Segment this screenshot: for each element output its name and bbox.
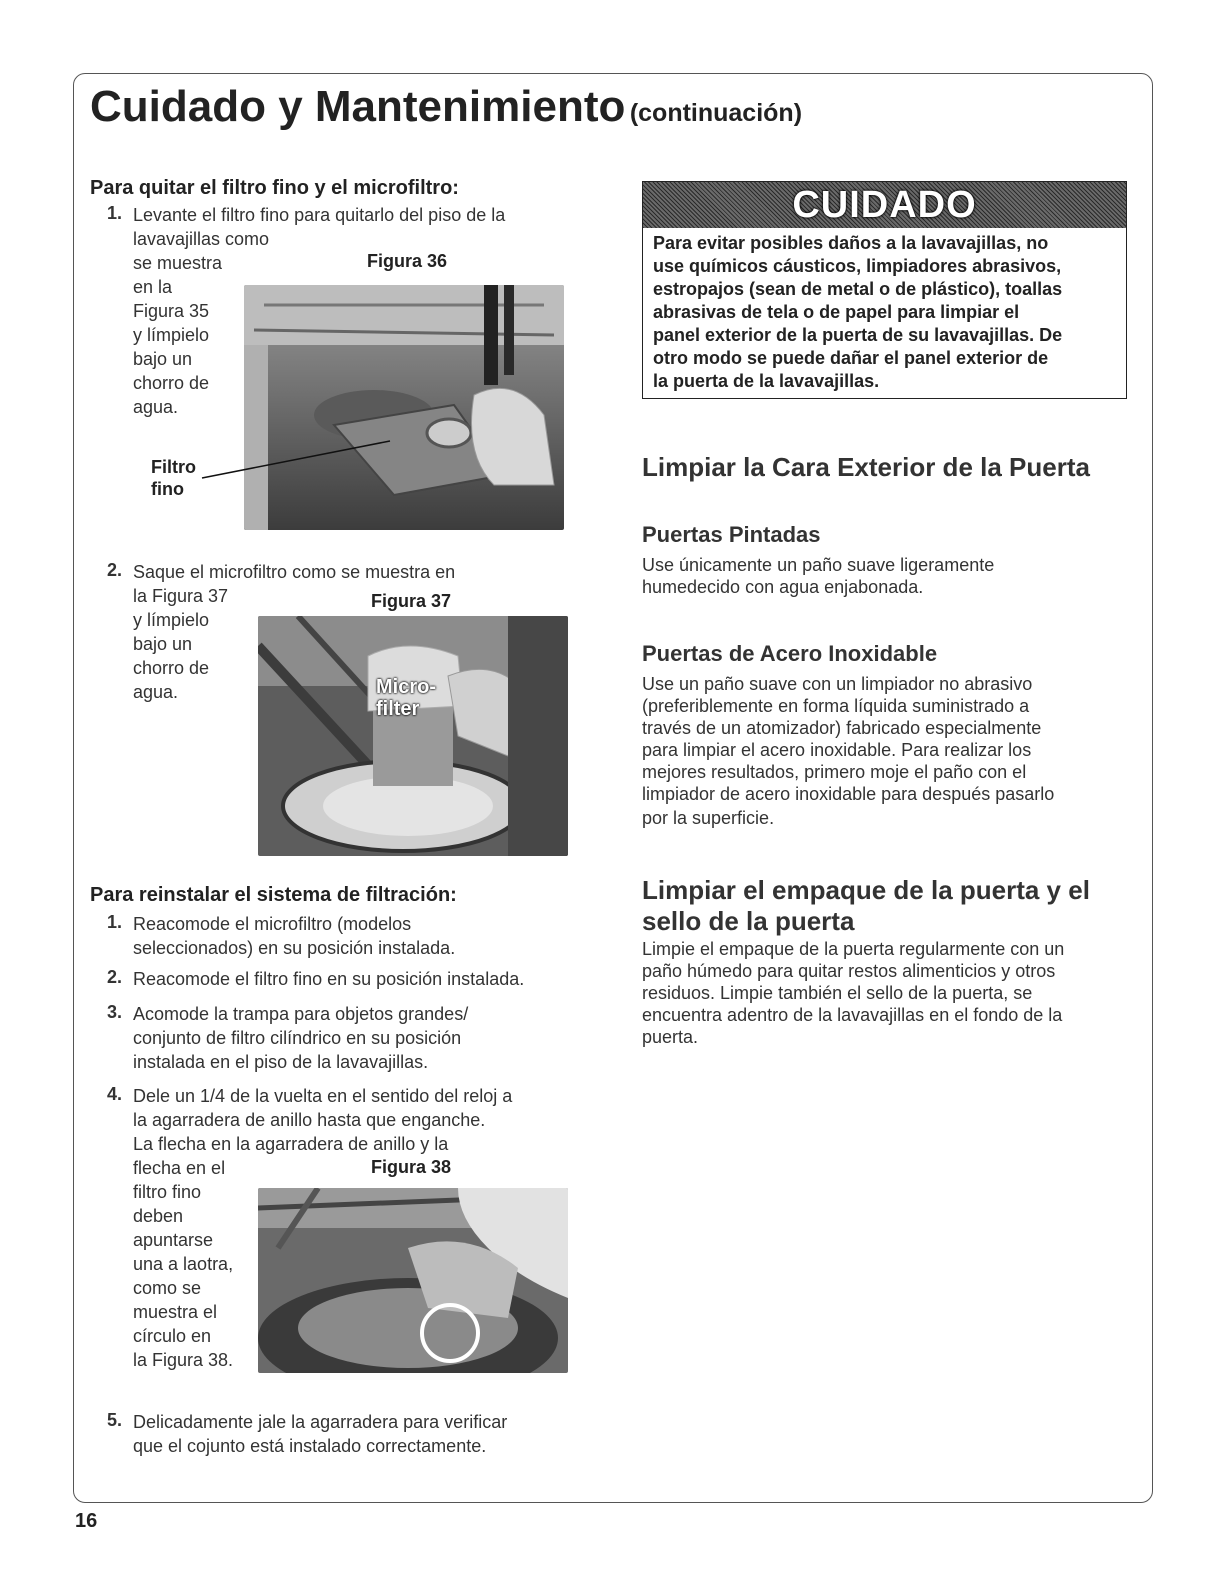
reinstall-step-line: Reacomode el microfiltro (modelos: [133, 914, 412, 934]
callout-leader-line: [200, 435, 400, 485]
callout-line: fino: [151, 479, 184, 499]
step1-line: agua.: [133, 397, 179, 417]
reinstall-step-line: círculo en: [133, 1326, 212, 1346]
reinstall-step-line: La flecha en la agarradera de anillo y la: [133, 1134, 449, 1154]
painted-line: Use únicamente un paño suave ligeramente: [642, 555, 995, 575]
reinstall-step-line: Delicadamente jale la agarradera para verificar: [133, 1412, 508, 1432]
reinstall-step-line: instalada en el piso de la lavavajillas.: [133, 1052, 429, 1072]
reinstall-step-line: apuntarse: [133, 1230, 214, 1250]
remove-heading: Para quitar el filtro fino y el microfiltro:: [90, 177, 459, 199]
caution-line: abrasivas de tela o de papel para limpiar el: [653, 302, 1020, 322]
callout-line: Filtro: [151, 457, 196, 477]
step1-line: en la: [133, 277, 173, 297]
reinstall-step-line: deben: [133, 1206, 184, 1226]
caution-line: use químicos cáusticos, limpiadores abrasivos,: [653, 256, 1062, 276]
reinstall-step-number: 1.: [107, 912, 123, 932]
callout-line: filter: [376, 698, 420, 720]
reinstall-step-number: 2.: [107, 967, 123, 987]
reinstall-step-line: una a laotra,: [133, 1254, 234, 1274]
title-continued: (continuación): [629, 99, 803, 127]
step1-line: se muestra: [133, 253, 223, 273]
filtro-fino-callout: [151, 456, 196, 500]
step1-line: Levante el filtro fino para quitarlo del piso de la: [133, 205, 506, 225]
gasket-line: Limpie el empaque de la puerta regularmente con un: [642, 939, 1065, 959]
caution-title: CUIDADO: [792, 184, 977, 226]
step2-line: agua.: [133, 682, 179, 702]
figure-37-photo: [258, 616, 568, 856]
stainless-line: través de un atomizador) fabricado especialmente: [642, 718, 1042, 738]
caution-header: [643, 182, 1126, 228]
step1-line: Figura 35: [133, 301, 210, 321]
reinstall-step-line: como se: [133, 1278, 202, 1298]
reinstall-heading: Para reinstalar el sistema de filtración:: [90, 884, 457, 906]
reinstall-step-line: Acomode la trampa para objetos grandes/: [133, 1004, 469, 1024]
caution-line: Para evitar posibles daños a la lavavajillas, no: [653, 233, 1049, 253]
step2-line: Saque el microfiltro como se muestra en: [133, 562, 456, 582]
reinstall-step-line: seleccionados) en su posición instalada.: [133, 938, 456, 958]
painted-heading: Puertas Pintadas: [642, 522, 821, 547]
step1-line: lavavajillas como: [133, 229, 270, 249]
figure-37-label: Figura 37: [371, 591, 452, 611]
reinstall-step-number: 3.: [107, 1002, 123, 1022]
reinstall-step-line: Dele un 1/4 de la vuelta en el sentido del reloj a: [133, 1086, 513, 1106]
stainless-heading: Puertas de Acero Inoxidable: [642, 641, 938, 666]
reinstall-step-line: flecha en el: [133, 1158, 226, 1178]
step1-line: chorro de: [133, 373, 210, 393]
page-number: 16: [75, 1510, 98, 1532]
reinstall-step-line: muestra el: [133, 1302, 218, 1322]
gasket-line: paño húmedo para quitar restos alimenticios y otros: [642, 961, 1056, 981]
reinstall-step-line: Reacomode el filtro fino en su posición instalada.: [133, 969, 525, 989]
caution-line: panel exterior de la puerta de su lavavajillas. De: [653, 325, 1063, 345]
figure-38-label: Figura 38: [371, 1157, 452, 1177]
reinstall-step-line: filtro fino: [133, 1182, 202, 1202]
stainless-line: para limpiar el acero inoxidable. Para realizar los: [642, 740, 1032, 760]
figure-38-photo: [258, 1188, 568, 1373]
reinstall-step-line: la Figura 38.: [133, 1350, 234, 1370]
step2-line: y límpielo: [133, 610, 210, 630]
caution-line: la puerta de la lavavajillas.: [653, 371, 880, 391]
stainless-line: por la superficie.: [642, 808, 775, 828]
gasket-line: puerta.: [642, 1027, 699, 1047]
step1-line: bajo un: [133, 349, 193, 369]
micro-filter-callout: [376, 676, 436, 720]
step2-line: la Figura 37: [133, 586, 229, 606]
reinstall-step-line: conjunto de filtro cilíndrico en su posición: [133, 1028, 462, 1048]
figure-36-photo: [244, 285, 564, 530]
caution-box: [642, 181, 1127, 399]
callout-line: Micro-: [376, 676, 436, 698]
stainless-line: mejores resultados, primero moje el paño con el: [642, 762, 1027, 782]
reinstall-step-line: la agarradera de anillo hasta que enganche.: [133, 1110, 486, 1130]
caution-line: otro modo se puede dañar el panel exterior de: [653, 348, 1049, 368]
caution-line: estropajos (sean de metal o de plástico), toallas: [653, 279, 1063, 299]
step1-number: 1.: [107, 203, 123, 223]
stainless-line: (preferiblemente en forma líquida suministrado a: [642, 696, 1030, 716]
step2-number: 2.: [107, 560, 123, 580]
painted-line: humedecido con agua enjabonada.: [642, 577, 924, 597]
caution-text: [653, 232, 1118, 393]
step1-line: y límpielo: [133, 325, 210, 345]
gasket-heading-line: sello de la puerta: [642, 906, 855, 936]
gasket-heading-line: Limpiar el empaque de la puerta y el: [642, 875, 1090, 905]
step2-line: chorro de: [133, 658, 210, 678]
reinstall-step-number: 5.: [107, 1410, 123, 1430]
figure-36-label: Figura 36: [367, 251, 448, 271]
gasket-line: encuentra adentro de la lavavajillas en el fondo de la: [642, 1005, 1063, 1025]
stainless-line: limpiador de acero inoxidable para después pasarlo: [642, 784, 1055, 804]
reinstall-step-line: que el cojunto está instalado correctamente.: [133, 1436, 487, 1456]
page-title: [90, 82, 802, 132]
step2-line: bajo un: [133, 634, 193, 654]
exterior-heading: Limpiar la Cara Exterior de la Puerta: [642, 452, 1090, 482]
reinstall-step-number: 4.: [107, 1084, 123, 1104]
gasket-line: residuos. Limpie también el sello de la puerta, se: [642, 983, 1033, 1003]
stainless-line: Use un paño suave con un limpiador no abrasivo: [642, 674, 1033, 694]
title-main: Cuidado y Mantenimiento: [90, 82, 626, 131]
